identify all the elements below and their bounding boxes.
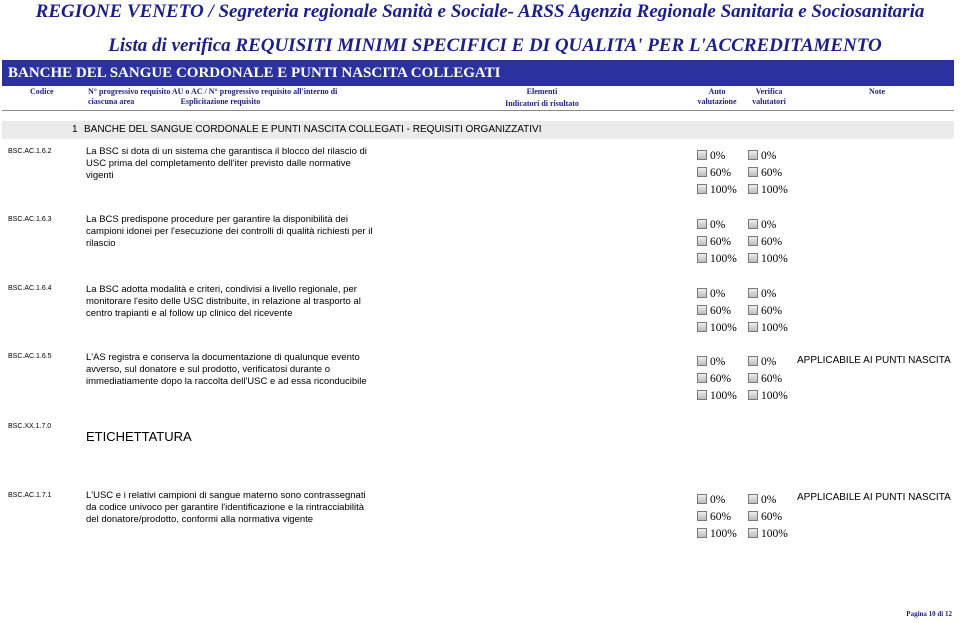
- page-title-checklist: Lista di verifica REQUISITI MINIMI SPECIFICI E DI QUALITA' PER L'ACCREDITAMENTO: [108, 35, 882, 56]
- checkbox-icon[interactable]: [748, 373, 758, 383]
- checkbox-icon[interactable]: [697, 322, 707, 332]
- row-note: APPLICABILE AI PUNTI NASCITA: [797, 355, 951, 366]
- checkbox-icon[interactable]: [697, 390, 707, 400]
- checkbox-icon[interactable]: [748, 219, 758, 229]
- subsection-code: BSC.XX.1.7.0: [8, 423, 52, 430]
- checkbox-icon[interactable]: [748, 184, 758, 194]
- option-60-checkbox[interactable]: 60%: [697, 234, 737, 251]
- page-number: Pagina 10 di 12: [906, 610, 952, 618]
- auto-valutazione-options[interactable]: [697, 217, 737, 268]
- requirement-code: BSC.AC.1.6.5: [8, 353, 52, 360]
- verifica-valutatori-options[interactable]: [748, 492, 788, 543]
- option-60-checkbox[interactable]: 60%: [748, 509, 788, 526]
- checkbox-icon[interactable]: [748, 288, 758, 298]
- col-progressivo: N° progressivo requisito AU o AC / N° progressivo requisito all'interno di ciascuna area: [88, 87, 338, 106]
- option-0-checkbox[interactable]: 0%: [697, 217, 737, 234]
- checkbox-icon[interactable]: [748, 322, 758, 332]
- option-0-checkbox[interactable]: 0%: [748, 492, 788, 509]
- checkbox-icon[interactable]: [748, 150, 758, 160]
- auto-valutazione-options[interactable]: [697, 286, 737, 337]
- option-0-checkbox[interactable]: 0%: [697, 354, 737, 371]
- requirement-text: L'USC e i relativi campioni di sangue materno sono contrassegnati da codice univoco per garantire l'identificazione e la rintracciabilità del donatore/prodotto, conformi alla normativa vigente: [86, 490, 366, 525]
- option-60-checkbox[interactable]: 60%: [748, 234, 788, 251]
- checkbox-icon[interactable]: [697, 150, 707, 160]
- verifica-valutatori-options[interactable]: [748, 354, 788, 405]
- checkbox-icon[interactable]: [697, 511, 707, 521]
- col-esplicitazione: Esplicitazione requisito: [180, 97, 261, 106]
- col-note: Note: [869, 87, 885, 96]
- checkbox-icon[interactable]: [748, 494, 758, 504]
- requirement-text: La BSC si dota di un sistema che garantisca il blocco del rilascio di USC prima del completamento dell'iter previsto dalle normative vigenti: [86, 146, 367, 181]
- option-0-checkbox[interactable]: 0%: [697, 148, 737, 165]
- auto-valutazione-options[interactable]: [697, 492, 737, 543]
- section-number: 1: [72, 124, 78, 135]
- option-100-checkbox[interactable]: 100%: [697, 182, 737, 199]
- checkbox-icon[interactable]: [697, 356, 707, 366]
- option-100-checkbox[interactable]: 100%: [697, 251, 737, 268]
- requirement-text: L'AS registra e conserva la documentazione di qualunque evento avverso, sul donatore e sul prodotto, verificatosi durante o immediatiamente dopo la raccolta dell'USC e ad essa riconducibile: [86, 352, 367, 387]
- requirement-code: BSC.AC.1.6.3: [8, 216, 52, 223]
- requirement-code: BSC.AC.1.7.1: [8, 492, 52, 499]
- requirement-text: La BCS predispone procedure per garantire la disponibilità dei campioni idonei per l'esecuzione dei controlli di qualità richiesti per il rilascio: [86, 214, 373, 249]
- checkbox-icon[interactable]: [748, 253, 758, 263]
- col-valutatori: valutatori: [752, 97, 786, 106]
- verifica-valutatori-options[interactable]: [748, 286, 788, 337]
- auto-valutazione-options[interactable]: [697, 148, 737, 199]
- option-60-checkbox[interactable]: 60%: [697, 303, 737, 320]
- checkbox-icon[interactable]: [697, 253, 707, 263]
- option-100-checkbox[interactable]: 100%: [697, 388, 737, 405]
- checkbox-icon[interactable]: [748, 528, 758, 538]
- checkbox-icon[interactable]: [697, 236, 707, 246]
- requirement-code: BSC.AC.1.6.2: [8, 148, 52, 155]
- option-60-checkbox[interactable]: 60%: [697, 165, 737, 182]
- checkbox-icon[interactable]: [697, 528, 707, 538]
- checkbox-icon[interactable]: [697, 184, 707, 194]
- option-100-checkbox[interactable]: 100%: [697, 320, 737, 337]
- option-100-checkbox[interactable]: 100%: [697, 526, 737, 543]
- verifica-valutatori-options[interactable]: [748, 217, 788, 268]
- option-0-checkbox[interactable]: 0%: [748, 217, 788, 234]
- checkbox-icon[interactable]: [697, 167, 707, 177]
- col-elementi: Elementi: [526, 87, 558, 96]
- option-100-checkbox[interactable]: 100%: [748, 182, 788, 199]
- checkbox-icon[interactable]: [748, 305, 758, 315]
- checkbox-icon[interactable]: [748, 511, 758, 521]
- option-0-checkbox[interactable]: 0%: [697, 286, 737, 303]
- auto-valutazione-options[interactable]: [697, 354, 737, 405]
- option-0-checkbox[interactable]: 0%: [697, 492, 737, 509]
- col-valutazione: valutazione: [697, 97, 737, 106]
- col-verifica: Verifica: [755, 87, 783, 96]
- option-60-checkbox[interactable]: 60%: [748, 303, 788, 320]
- checkbox-icon[interactable]: [697, 288, 707, 298]
- section-heading: [2, 121, 954, 139]
- checkbox-icon[interactable]: [697, 305, 707, 315]
- option-100-checkbox[interactable]: 100%: [748, 251, 788, 268]
- option-100-checkbox[interactable]: 100%: [748, 526, 788, 543]
- option-0-checkbox[interactable]: 0%: [748, 354, 788, 371]
- page-title-region: REGIONE VENETO / Segreteria regionale Sanità e Sociale- ARSS Agenzia Regionale Sanitaria e Sociosanitaria: [35, 1, 925, 22]
- option-60-checkbox[interactable]: 60%: [748, 165, 788, 182]
- section-banner: BANCHE DEL SANGUE CORDONALE E PUNTI NASCITA COLLEGATI: [2, 60, 954, 86]
- checkbox-icon[interactable]: [697, 494, 707, 504]
- section-title: BANCHE DEL SANGUE CORDONALE E PUNTI NASCITA COLLEGATI - REQUISITI ORGANIZZATIVI: [84, 124, 542, 135]
- checkbox-icon[interactable]: [748, 390, 758, 400]
- col-indicatori: Indicatori di risultato: [505, 99, 579, 108]
- option-100-checkbox[interactable]: 100%: [748, 320, 788, 337]
- checkbox-icon[interactable]: [748, 167, 758, 177]
- checkbox-icon[interactable]: [697, 219, 707, 229]
- column-header-row: [2, 86, 954, 111]
- option-60-checkbox[interactable]: 60%: [697, 371, 737, 388]
- subsection-title: ETICHETTATURA: [86, 429, 192, 444]
- verifica-valutatori-options[interactable]: [748, 148, 788, 199]
- checkbox-icon[interactable]: [697, 373, 707, 383]
- option-0-checkbox[interactable]: 0%: [748, 148, 788, 165]
- col-auto: Auto: [708, 87, 726, 96]
- col-codice: Codice: [30, 87, 54, 96]
- option-0-checkbox[interactable]: 0%: [748, 286, 788, 303]
- option-60-checkbox[interactable]: 60%: [748, 371, 788, 388]
- option-100-checkbox[interactable]: 100%: [748, 388, 788, 405]
- requirement-code: BSC.AC.1.6.4: [8, 285, 52, 292]
- checkbox-icon[interactable]: [748, 356, 758, 366]
- option-60-checkbox[interactable]: 60%: [697, 509, 737, 526]
- checkbox-icon[interactable]: [748, 236, 758, 246]
- requirement-text: La BSC adotta modalità e criteri, condivisi a livello regionale, per monitorare l'esito delle USC distribuite, in relazione al trasporto al centro trapianti e al follow up clinico del ricevente: [86, 284, 361, 319]
- row-note: APPLICABILE AI PUNTI NASCITA: [797, 492, 951, 503]
